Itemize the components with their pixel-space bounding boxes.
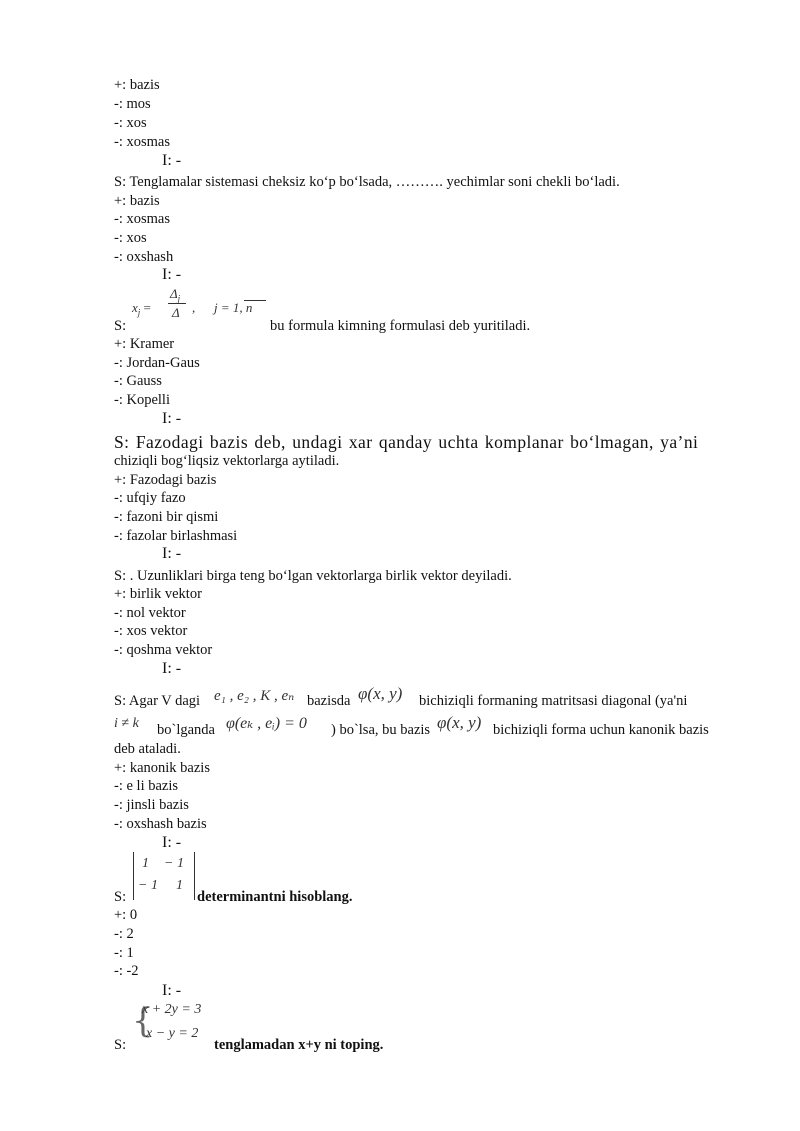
option-line: -: xos <box>114 230 147 246</box>
question-separator: I: - <box>162 266 182 283</box>
option-line: +: 0 <box>114 907 138 923</box>
option-line: -: fazolar birlashmasi <box>114 528 238 544</box>
option-line: -: Gauss <box>114 373 162 389</box>
option-line: +: birlik vektor <box>114 586 202 602</box>
question-text: bo`lganda <box>157 722 215 738</box>
question-separator: I: - <box>162 545 182 562</box>
option-line: +: bazis <box>114 193 160 209</box>
determinant-matrix: 1 − 1 − 1 1 <box>133 852 195 900</box>
option-line: -: Jordan-Gaus <box>114 355 200 371</box>
orthogonality-formula: φ(eₖ , eᵢ) = 0 <box>226 715 307 732</box>
question-text: bu formula kimning formulasi deb yuritiladi. <box>270 318 531 334</box>
question-separator: I: - <box>162 660 182 677</box>
option-line: -: nol vektor <box>114 605 186 621</box>
question-prefix: S: <box>114 889 127 905</box>
option-line: -: e li bazis <box>114 778 179 794</box>
option-line: -: Kopelli <box>114 392 170 408</box>
option-line: -: oxshash bazis <box>114 816 207 832</box>
option-line: -: qoshma vektor <box>114 642 213 658</box>
question-separator: I: - <box>162 152 182 169</box>
option-line: -: jinsli bazis <box>114 797 189 813</box>
bilinear-form-formula: φ(x, y) <box>437 713 482 732</box>
question-separator: I: - <box>162 834 182 851</box>
question-text: bichiziqli formaning matritsasi diagonal (ya'ni <box>419 693 688 709</box>
question-stem: S: Fazodagi bazis deb, undagi xar qanday uchta komplanar bo‘lmagan, ya’ni <box>114 432 699 452</box>
option-line: -: 2 <box>114 926 134 942</box>
question-separator: I: - <box>162 410 182 427</box>
option-line: -: oxshash <box>114 249 174 265</box>
question-separator: I: - <box>162 982 182 999</box>
option-line: -: 1 <box>114 945 134 961</box>
option-line: -: xosmas <box>114 211 170 227</box>
question-text: bazisda <box>307 693 351 709</box>
question-prefix: S: <box>114 318 127 334</box>
question-text: determinantni hisoblang. <box>197 889 353 905</box>
option-line: -: mos <box>114 96 151 112</box>
basis-vectors-formula: e₁ , e₂ , K , eₙ <box>214 688 295 704</box>
index-condition-formula: i ≠ k <box>114 716 139 731</box>
question-stem: S: . Uzunliklari birga teng bo‘lgan vektorlarga birlik vektor deyiladi. <box>114 568 512 584</box>
question-text: bichiziqli forma uchun kanonik bazis <box>493 722 709 738</box>
option-line: +: Kramer <box>114 336 175 352</box>
question-stem-continued: deb ataladi. <box>114 741 181 757</box>
option-line: -: xos <box>114 115 147 131</box>
option-line: -: fazoni bir qismi <box>114 509 219 525</box>
question-text: ) bo`lsa, bu bazis <box>331 722 431 738</box>
option-line: -: ufqiy fazo <box>114 490 186 506</box>
question-text: tenglamadan x+y ni toping. <box>214 1037 384 1053</box>
question-prefix: S: <box>114 1037 127 1053</box>
question-stem: S: Tenglamalar sistemasi cheksiz ko‘p bo‘lsada, ………. yechimlar soni chekli bo‘ladi. <box>114 174 620 190</box>
equation-system: { x + 2y = 3 x − y = 2 <box>132 1001 202 1041</box>
question-stem: S: Agar V dagi <box>114 693 201 709</box>
question-stem-continued: chiziqli bog‘liqsiz vektorlarga aytiladi. <box>114 453 340 469</box>
option-line: +: bazis <box>114 77 160 93</box>
option-line: +: kanonik bazis <box>114 760 210 776</box>
bilinear-form-formula: φ(x, y) <box>358 684 403 703</box>
option-line: -: xosmas <box>114 134 170 150</box>
option-line: -: xos vektor <box>114 623 188 639</box>
cramer-formula: $x_j$ = $\Delta_j$ Δ , j = 1, n <box>132 286 272 328</box>
option-line: +: Fazodagi bazis <box>114 472 217 488</box>
option-line: -: -2 <box>114 963 139 979</box>
